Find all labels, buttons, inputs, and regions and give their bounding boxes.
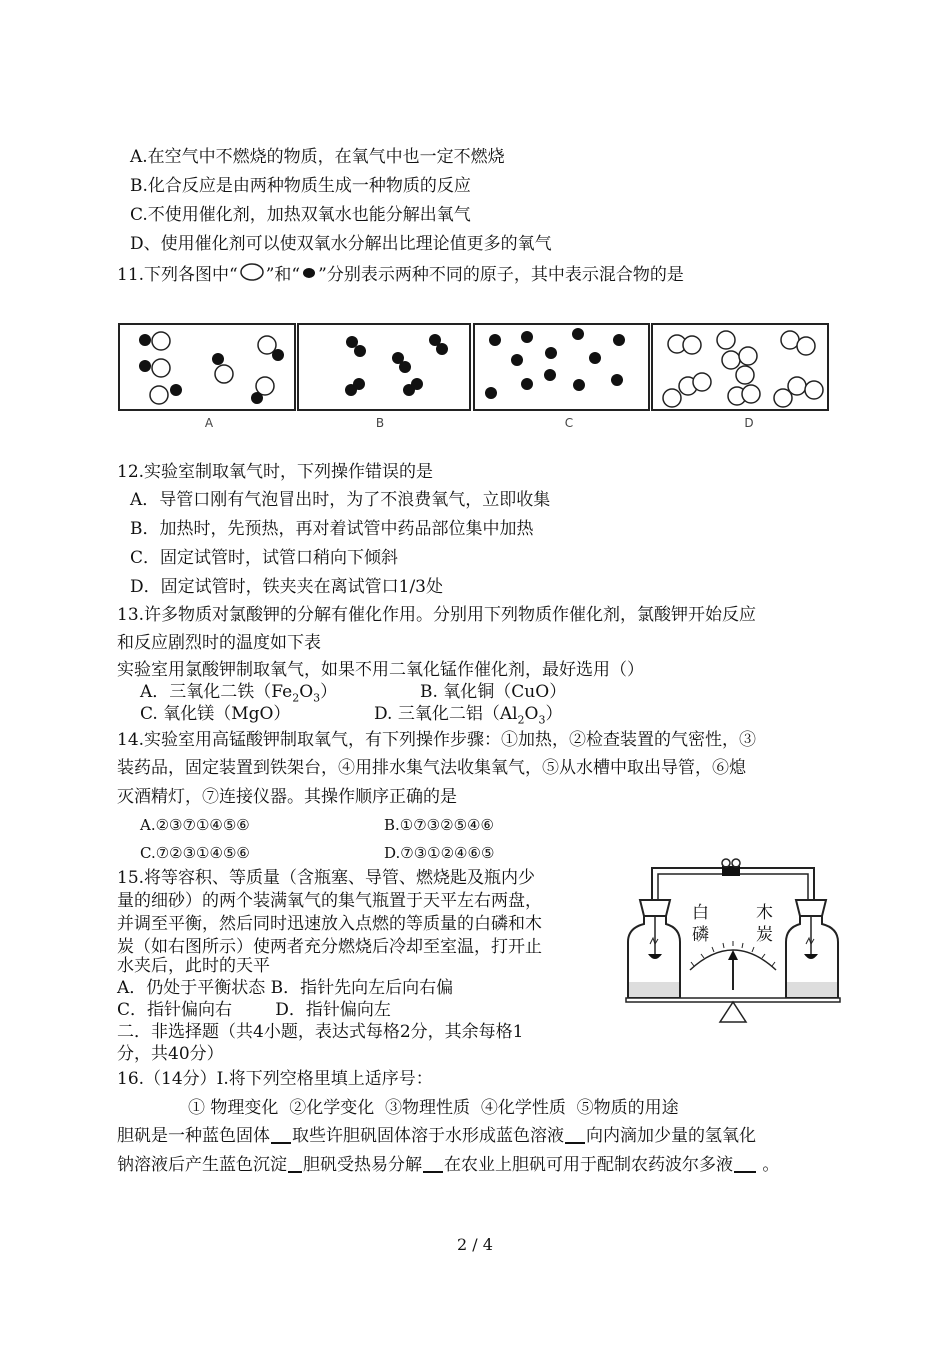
q15-stem-line2: 量的细砂）的两个装满氧气的集气瓶置于天平左右两盘， xyxy=(117,891,542,911)
white-phosphorus-label-2: 磷 xyxy=(692,925,709,945)
q15-stem-line3: 并调至平衡，然后同时迅速放入点燃的等质量的白磷和木 xyxy=(117,914,542,934)
q14-stem-line1: 14.实验室用高锰酸钾制取氧气，有下列操作步骤：①加热，②检查装置的气密性，③ xyxy=(117,730,757,750)
answer-blank-2[interactable] xyxy=(565,1126,585,1144)
q10-option-b: B.化合反应是由两种物质生成一种物质的反应 xyxy=(130,176,471,196)
q13-stem-line1: 13.许多物质对氯酸钾的分解有催化作用。分别用下列物质作催化剂，氯酸钾开始反应 xyxy=(117,605,757,625)
q13-option-c: C. 氧化镁（MgO） xyxy=(140,704,291,724)
answer-blank-5[interactable] xyxy=(734,1155,756,1173)
charcoal-label-1: 木 xyxy=(756,903,773,923)
q13-stem-line3: 实验室用氯酸钾制取氧气，如果不用二氧化锰作催化剂，最好选用（） xyxy=(117,660,644,680)
q15-stem-line4: 炭（如右图所示）使两者充分燃烧后冷却至室温，打开止 xyxy=(117,937,542,957)
answer-blank-1[interactable] xyxy=(271,1126,291,1144)
q13-option-b: B. 氧化铜（CuO） xyxy=(420,682,567,702)
section2-heading-line2: 分，共40分） xyxy=(117,1044,224,1064)
balance-fulcrum xyxy=(720,1002,746,1022)
balance-scale-dial xyxy=(690,941,776,990)
page-number: 2 / 4 xyxy=(457,1235,493,1254)
q16-passage-line2: 钠溶液后产生蓝色沉淀 胆矾受热易分解 在农业上胆矾可用于配制农药波尔多液 。 xyxy=(117,1155,780,1175)
water-clamp-icon xyxy=(722,859,740,876)
q10-option-a: A.在空气中不燃烧的物质，在氧气中也一定不燃烧 xyxy=(130,147,505,167)
q14-option-d: D.⑦③①②④⑥⑤ xyxy=(384,844,495,862)
charcoal-label-2: 炭 xyxy=(756,925,773,945)
q15-stem-line5: 水夹后，此时的天平 xyxy=(117,956,270,976)
q12-option-c: C．固定试管时，试管口稍向下倾斜 xyxy=(130,548,399,568)
panel-d-label: D xyxy=(744,416,754,430)
q12-option-d: D．固定试管时，铁夹夹在离试管口1/3处 xyxy=(130,577,443,597)
q16-passage-line1: 胆矾是一种蓝色固体 取些许胆矾固体溶于水形成蓝色溶液 向内滴加少量的氢氧化 xyxy=(117,1126,756,1146)
q14-option-c: C.⑦②③①④⑤⑥ xyxy=(140,844,250,862)
q15-balance-figure xyxy=(622,858,844,1026)
panel-b-frame xyxy=(298,324,470,410)
q11-stem: 11.下列各图中“ ”和“ ”分别表示两种不同的原子，其中表示混合物的是 xyxy=(117,265,684,285)
q15-options-cd: C．指针偏向右 D．指针偏向左 xyxy=(117,1000,391,1020)
q12-option-b: B．加热时，先预热，再对着试管中药品部位集中加热 xyxy=(130,519,534,539)
q14-option-a: A.②③⑦①④⑤⑥ xyxy=(140,816,250,834)
q13-option-a: A．三氧化二铁$(Fe_2O_3)$ xyxy=(140,682,338,705)
answer-blank-4[interactable] xyxy=(423,1155,443,1173)
right-gas-bottle xyxy=(786,916,838,998)
q10-option-c: C.不使用催化剂，加热双氧水也能分解出氧气 xyxy=(130,205,471,225)
q12-option-a: A．导管口刚有气泡冒出时，为了不浪费氧气，立即收集 xyxy=(130,490,551,510)
q13-stem-line2: 和反应剧烈时的温度如下表 xyxy=(117,633,321,653)
section2-heading-line1: 二．非选择题（共4小题，表达式每格2分，其余每格1 xyxy=(117,1022,524,1042)
q14-option-b: B.①⑦③②⑤④⑥ xyxy=(384,816,494,834)
q15-stem-line1: 15.将等容积、等质量（含瓶塞、导管、燃烧匙及瓶内少 xyxy=(117,868,536,888)
q14-stem-line2: 装药品，固定装置到铁架台，④用排水集气法收集氧气，⑤从水槽中取出导管，⑥熄 xyxy=(117,758,746,778)
solid-atom-icon xyxy=(300,264,318,282)
q14-stem-line3: 灭酒精灯，⑦连接仪器。其操作顺序正确的是 xyxy=(117,787,457,807)
q11-figure xyxy=(117,318,833,436)
q15-options-ab: A．仍处于平衡状态 B．指针先向左后向右偏 xyxy=(117,978,454,998)
panel-c-label: C xyxy=(564,416,574,430)
panel-a-label: A xyxy=(204,416,214,430)
q16-stem: 16.（14分）I.将下列空格里填上适序号： xyxy=(117,1069,433,1089)
q12-stem: 12.实验室制取氧气时，下列操作错误的是 xyxy=(117,462,434,482)
hollow-atom-icon xyxy=(238,263,266,283)
answer-blank-3[interactable] xyxy=(288,1155,302,1173)
q13-option-d: D. 三氧化二铝$(Al_2O_3)$ xyxy=(374,704,563,727)
left-gas-bottle xyxy=(628,916,680,998)
q16-choice-list: ① 物理变化 ②化学变化 ③物理性质 ④化学性质 ⑤物质的用途 xyxy=(188,1098,679,1118)
panel-b-label: B xyxy=(375,416,385,430)
q10-option-d: D、使用催化剂可以使双氧水分解出比理论值更多的氧气 xyxy=(130,234,552,254)
white-phosphorus-label-1: 白 xyxy=(692,903,709,923)
